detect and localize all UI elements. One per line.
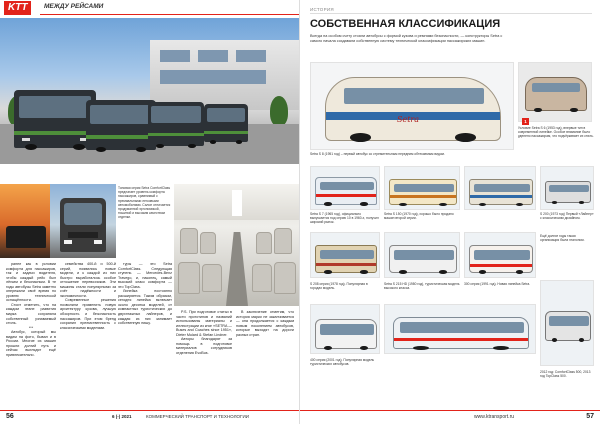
setra-script-logo: Setra	[397, 115, 420, 124]
vintage-bus-photo	[310, 62, 514, 150]
section-tag: ИСТОРИЯ	[310, 7, 334, 12]
paragraph: туры — это Setra ComfortClass. Следующая ступень — Mercedes-Benz Travego, и, наконец, самый высокий класс комфорта — это TopClass.	[118, 262, 172, 289]
bus-photo-7	[384, 232, 460, 278]
caption-main: Setra S 8 (1951 год) – первый автобус со стремительным передним обтекаемым видом.	[310, 152, 445, 156]
bus-photo-4	[464, 166, 536, 210]
article-title: СОБСТВЕННАЯ КЛАССИФИКАЦИЯ	[310, 18, 501, 30]
caption-c2: Setra S 150 (1970 год), хорошо было продано машин второй серии.	[384, 212, 454, 221]
header-rule	[40, 14, 300, 15]
right-footer	[300, 410, 600, 424]
caption-c8: 2012 год: ComfortClass 500, 2013 год TopClass 500.	[540, 370, 591, 379]
bus-interior-photo	[174, 184, 300, 306]
bus-photo-9	[310, 304, 380, 354]
paragraph: Авторы благодарят за помощь в подготовке материалов сотрудников отделения EvoBus.	[176, 337, 232, 355]
caption-c1: Setra S 7 (1965 год), официально выпускается под серию 10 в 1960-х, получил широкий рынок.	[310, 212, 379, 225]
paragraph: Автобус, который мы видим на фото, бывал и в России. Многие из машин прошли долгий путь и сейчас выглядят ещё привлекательно.	[6, 330, 56, 357]
magazine-name: КОММЕРЧЕСКИЙ ТРАНСПОРТ И ТЕХНОЛОГИИ	[146, 414, 249, 419]
paragraph: семейства 400-й и 500-й серий, появились новые модели, и к каждой из них быстро выработалось особое отношение перевозчиков. Эти машины стали популярными за счёт надёжности и экономичности.	[60, 262, 116, 298]
side-bus-photo-1	[518, 62, 592, 122]
bus-photo-5	[540, 166, 594, 210]
page-number: 57	[586, 413, 594, 420]
text-column-e	[236, 310, 294, 337]
bus-photo-10	[384, 304, 536, 354]
caption-c5: Setra S 215 HD (1980 год), туристическая модель высокого класса.	[384, 282, 460, 291]
section-name: МЕЖДУ РЕЙСАМИ	[44, 3, 104, 10]
bus-photo-3	[384, 166, 460, 210]
bus-photo-2	[310, 166, 380, 210]
text-column-a	[6, 262, 56, 357]
article-lead: Всегда на особом счету стояли автобусы с формой кузова и ремнями безопасности, — конструкторы Setra с самого начала создавали собственную систему технической классификации пассажирских машин.	[310, 34, 503, 43]
caption-c3: S 200 (1973 год) Первый «Лайнер» с классическим дизайном.	[540, 212, 594, 221]
text-column-d	[176, 310, 232, 355]
text-column-c	[118, 262, 172, 326]
paragraph: P.S. При подготовке статьи в части прототипов и названий использованы материалы и иллюстрации из книг «SETRA — Buses and Coaches since 1951», Dieter Mulard & Stefan Lindner.	[176, 310, 232, 337]
sunset-bus-photo	[0, 184, 50, 258]
separator: ***	[28, 325, 34, 330]
bus-illustration	[86, 100, 156, 150]
bus-illustration	[204, 104, 248, 142]
left-header	[0, 0, 300, 16]
caption-c7: 400 серия (2001 год). Популярная модель туристических автобусов.	[310, 358, 375, 367]
bus-fleet-photo	[0, 18, 300, 164]
bus-photo-11	[540, 280, 594, 366]
paragraph: Современные решения позволили применить новую архитектуру кузова, лучшую обзорность и безопасность пассажиров. При этом бренд сохранил преемственность с классическими моделями.	[60, 298, 116, 330]
left-footer	[0, 410, 300, 424]
interior-caption: Топовая серия Setra ComfortClass предлагает уровень комфорта пассажиров, сравнимый с премиальными легковыми автомобилями. Салон отличается продуманной эргономикой, тишиной и высоким качеством отделки.	[118, 186, 171, 220]
caption-c4: S 208 серия (1978 год). Популярная в городах модель.	[310, 282, 368, 291]
issue-number: 6 (-) 2021	[112, 414, 132, 419]
ktt-logo: KTT	[4, 1, 31, 15]
bus-photo-8	[464, 232, 536, 278]
paragraph: ранее как в условии комфорта для пассажиров, так и задачи водителя, чтобы каждый рейс был лёгким и безопасным. В те годы автобусы Setra заметно опережали своё время по уровню технической оснащённости.	[6, 262, 56, 303]
caption-side1: Условие Setra S 6 (1953 год), впервые тип в современной линейке. Особое внимание было уделено пассажирам, что подчёркивает их стиль.	[518, 126, 594, 139]
paragraph: Стоит отметить, что на каждом этапе развития марка сохраняла собственный узнаваемый стиль.	[6, 302, 56, 326]
bus-illustration	[14, 90, 96, 148]
caption-side2: Ещё долгие годы такая организация была эталоном.	[540, 234, 585, 243]
paragraph: Линейка постоянно расширяется. Таким образом, сегодня линейка включает около десятка моделей, от компактных туристических до двухэтажных лайнеров, и каждая из них занимает собственную нишу.	[118, 289, 172, 326]
site-url[interactable]: www.ktransport.ru	[474, 414, 515, 420]
right-page	[300, 0, 600, 424]
paragraph: В заключение отметим, что история марки не заканчивается — она продолжается с каждым новым поколением автобусов, которые выходят на дороги разных стран.	[236, 310, 294, 337]
bus-front-photo	[50, 184, 116, 258]
header-rule	[310, 13, 592, 14]
text-column-b	[60, 262, 116, 330]
photo-badge: 1	[522, 118, 529, 125]
page-number: 56	[6, 413, 14, 420]
caption-c6: 300 серия (1991 год). Новая линейка Setra.	[464, 282, 531, 286]
bus-photo-6	[310, 232, 380, 278]
bus-illustration	[148, 102, 204, 146]
